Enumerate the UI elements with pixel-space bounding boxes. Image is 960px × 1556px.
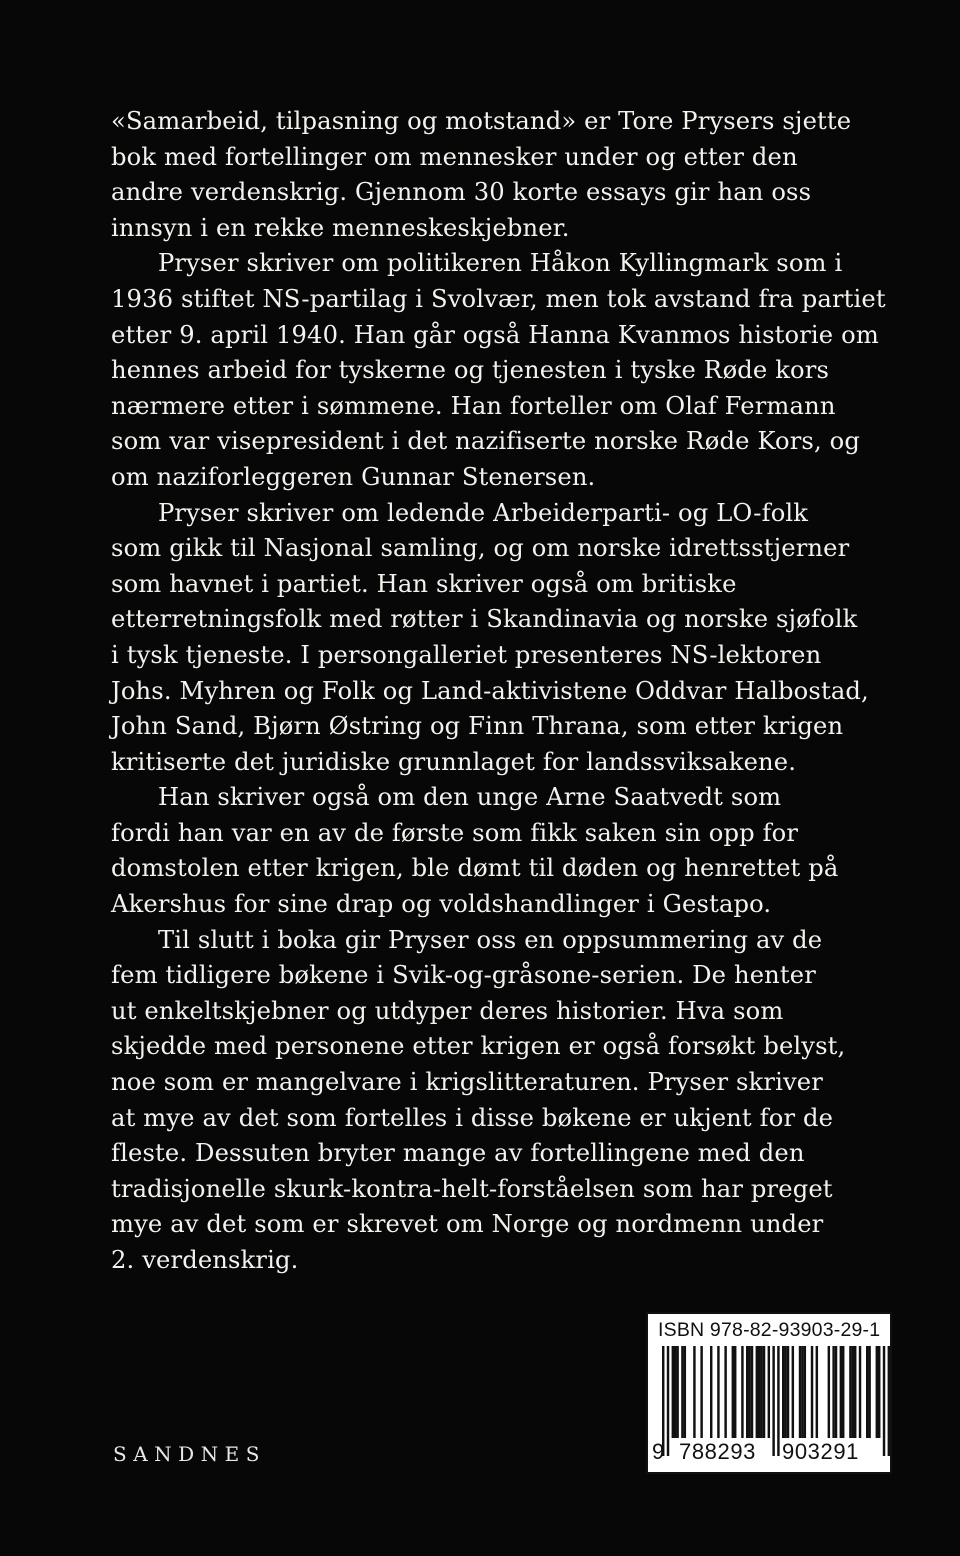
barcode-bar: [760, 1346, 762, 1438]
text-line: Pryser skriver om ledende Arbeiderparti- og LO-folk: [158, 498, 809, 527]
barcode-bar: [756, 1346, 758, 1438]
barcode-bar: [782, 1346, 784, 1438]
text-line: tradisjonelle skurk-kontra-helt-forståelsen som har preget: [111, 1174, 833, 1203]
barcode-bar: [676, 1346, 678, 1438]
text-line: hennes arbeid for tyskerne og tjenesten i tyske Røde kors: [111, 356, 830, 385]
barcode-bar: [724, 1346, 726, 1438]
text-line: bok med fortellinger om mennesker under og etter den: [111, 142, 798, 171]
blurb-text: [111, 104, 911, 1279]
text-line: Pryser skriver om politikeren Håkon Kyllingmark som i: [158, 249, 843, 278]
barcode-bar: [787, 1346, 789, 1438]
text-line: John Sand, Bjørn Østring og Finn Thrana, som etter krigen: [111, 712, 844, 741]
barcode-bar: [876, 1346, 878, 1438]
barcode-bar: [784, 1346, 786, 1438]
barcode-bar: [768, 1346, 770, 1438]
text-line: kritiserte det juridiske grunnlaget for landssviksakene.: [111, 747, 797, 776]
text-line: mye av det som er skrevet om Norge og nordmenn under: [111, 1210, 824, 1239]
barcode-bar: [681, 1346, 683, 1438]
text-line: som var visepresident i det nazifiserte norske Røde Kors, og: [111, 427, 861, 456]
barcode-bar: [700, 1346, 702, 1438]
barcode-bar: [734, 1346, 736, 1438]
text-line: Johs. Myhren og Folk og Land-aktivistene Oddvar Halbostad,: [111, 676, 869, 705]
barcode-digit-lead: 9: [652, 1439, 665, 1464]
text-line: andre verdenskrig. Gjennom 30 korte essays gir han oss: [111, 178, 812, 207]
text-line: ut enkeltskjebner og utdyper deres historier. Hva som: [111, 996, 784, 1025]
text-line: fordi han var en av de første som fikk saken sin opp for: [111, 818, 799, 847]
paragraph: [111, 496, 911, 781]
text-line: «Samarbeid, tilpasning og motstand» er Tore Prysers sjette: [111, 107, 852, 135]
paragraph: [111, 780, 911, 922]
barcode-bar: [741, 1346, 743, 1438]
isbn-barcode: [646, 1312, 892, 1474]
text-line: domstolen etter krigen, ble dømt til døden og henrettet på: [111, 854, 839, 883]
text-line: etterretningsfolk med røtter i Skandinavia og norske sjøfolk: [111, 605, 858, 634]
barcode-bar: [693, 1346, 695, 1438]
text-line: at mye av det som fortelles i disse bøkene er ukjent for de: [111, 1103, 834, 1132]
text-line: skjedde med personene etter krigen er også forsøkt belyst,: [111, 1032, 846, 1061]
text-line: fem tidligere bøkene i Svik-og-gråsone-serien. De henter: [111, 961, 816, 990]
paragraph: [111, 923, 911, 1279]
barcode-bar: [842, 1346, 844, 1438]
text-line: Han skriver også om den unge Arne Saatvedt som: [158, 783, 782, 812]
barcode-bar: [732, 1346, 734, 1438]
text-line: som gikk til Nasjonal samling, og om norske idrettsstjerner: [111, 534, 850, 563]
text-line: fleste. Dessuten bryter mange av fortellingene med den: [111, 1139, 805, 1168]
barcode-bar: [717, 1346, 719, 1438]
barcode-bar: [792, 1346, 794, 1438]
barcode-bar: [799, 1346, 801, 1438]
barcode-digit-group-right: 903291: [782, 1439, 860, 1464]
barcode-bar: [832, 1346, 834, 1438]
barcode-bar: [828, 1346, 830, 1438]
barcode-digits: [648, 1435, 892, 1469]
text-line: 2. verdenskrig.: [111, 1246, 299, 1274]
barcode-bar: [746, 1346, 748, 1438]
text-line: om naziforleggeren Gunnar Stenersen.: [111, 462, 596, 491]
text-line: Akershus for sine drap og voldshandlinger i Gestapo.: [111, 890, 772, 919]
barcode-bar: [840, 1346, 842, 1438]
barcode-bar: [758, 1346, 760, 1438]
barcode-digit-group-left: 788293: [679, 1439, 757, 1464]
isbn-label: ISBN 978-82-93903-29-1: [658, 1319, 881, 1341]
barcode-bar: [674, 1346, 676, 1438]
text-line: innsyn i en rekke menneskeskjebner.: [111, 213, 570, 242]
barcode-bar: [672, 1346, 674, 1438]
text-line: noe som er mangelvare i krigslitteraturen. Pryser skriver: [111, 1068, 823, 1097]
barcode-bar: [816, 1346, 818, 1438]
barcode-bar: [710, 1346, 712, 1438]
barcode-bar: [811, 1346, 813, 1438]
barcode-bar: [859, 1346, 861, 1438]
barcode-bar: [878, 1346, 880, 1438]
barcode-bar: [852, 1346, 854, 1438]
barcode-bar: [835, 1346, 837, 1438]
barcode-bar: [868, 1346, 870, 1438]
barcode-bar: [849, 1346, 851, 1438]
barcode-bar: [854, 1346, 856, 1438]
paragraph: [111, 246, 911, 495]
barcode-bar: [804, 1346, 806, 1438]
text-line: som havnet i partiet. Han skriver også om britiske: [111, 569, 737, 598]
barcode-bar: [748, 1346, 750, 1438]
paragraph: [111, 104, 911, 246]
text-line: Til slutt i boka gir Pryser oss en oppsummering av de: [158, 925, 823, 954]
barcode-bar: [763, 1346, 765, 1438]
text-line: i tysk tjeneste. I persongalleriet presenteres NS-lektoren: [111, 640, 822, 669]
barcode-bar: [801, 1346, 803, 1438]
barcode-bar: [751, 1346, 753, 1438]
text-line: 1936 stiftet NS-partilag i Svolvær, men tok avstand fra partiet: [111, 284, 886, 313]
barcode-bar: [684, 1346, 686, 1438]
text-line: etter 9. april 1940. Han går også Hanna Kvanmos historie om: [111, 320, 879, 349]
publisher-name: SANDNES: [113, 1442, 266, 1466]
barcode-bar: [866, 1346, 868, 1438]
text-line: nærmere etter i sømmene. Han forteller om Olaf Fermann: [111, 391, 836, 420]
